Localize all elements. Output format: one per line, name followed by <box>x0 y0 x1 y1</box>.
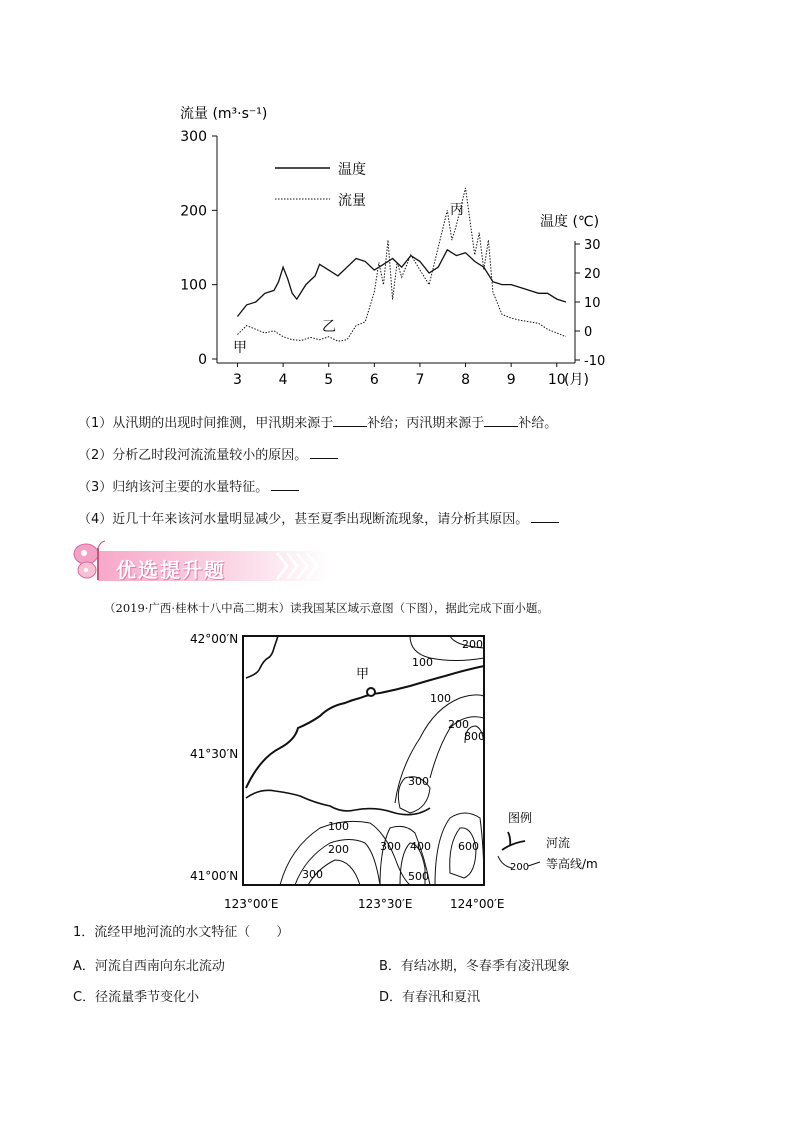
x-tick-label: 6 <box>369 372 379 388</box>
y-tick-label: 200 <box>180 203 207 220</box>
contour-map <box>180 628 620 918</box>
section-title: 优选提升题 <box>116 558 226 582</box>
contour-label-300-s: 300 <box>380 840 401 853</box>
section-banner <box>70 540 330 584</box>
mcq-stem: 1．流经甲地河流的水文特征（ ） <box>73 925 290 940</box>
map-legend-river: 河流 <box>546 836 571 850</box>
x-tick-label: 5 <box>324 372 334 388</box>
x-unit-label: (月) <box>564 372 589 388</box>
question-3-text: （3）归纳该河主要的水量特征。 <box>78 480 269 495</box>
lat-label-41: 41°00′N <box>190 869 239 883</box>
y-tick-label: 100 <box>180 277 207 294</box>
map-legend-title: 图例 <box>508 811 533 825</box>
legend-flow-label: 流量 <box>338 193 366 209</box>
chevron-decoration <box>275 551 330 581</box>
lon-label-123-30: 123°30′E <box>358 897 413 911</box>
contour-label-300-sw: 300 <box>302 868 323 881</box>
y2-tick-label: -10 <box>584 354 606 369</box>
option-a[interactable]: A．河流自西南向东北流动 <box>73 959 225 974</box>
y2-tick-label: 30 <box>584 238 601 253</box>
y2-tick-label: 10 <box>584 296 601 311</box>
x-tick-label: 9 <box>506 372 516 388</box>
legend-contour-value: 200 <box>510 862 530 873</box>
question-1-text-a: （1）从汛期的出现时间推测，甲汛期来源于 <box>78 416 334 431</box>
question-2-text: （2）分析乙时段河流流量较小的原因。 <box>78 448 308 463</box>
option-b[interactable]: B．有结冰期，冬春季有凌汛现象 <box>379 959 570 974</box>
answer-blank-1[interactable] <box>333 414 367 427</box>
x-tick-label: 10 <box>547 372 566 388</box>
intro-text: （2019·广西·桂林十八中高二期末）读我国某区域示意图（下图），据此完成下面小题。 <box>104 601 549 615</box>
legend-temp-label: 温度 <box>338 162 366 178</box>
contour-label-200-m: 200 <box>448 718 469 731</box>
map-legend-contour: 等高线/m <box>546 857 598 871</box>
question-1 <box>78 414 557 433</box>
contour-label-400: 400 <box>410 840 431 853</box>
contour-label-600: 600 <box>458 840 479 853</box>
temperature-series-line <box>238 250 566 317</box>
contour-label-300-m: 300 <box>408 775 429 788</box>
question-1-text-c: 补给。 <box>518 416 558 431</box>
lon-label-123: 123°00′E <box>224 897 279 911</box>
option-c[interactable]: C．径流量季节变化小 <box>73 990 200 1005</box>
place-marker-jia <box>367 688 375 696</box>
contour-label-200-s: 200 <box>328 843 349 856</box>
contour-label-200-n: 200 <box>462 638 483 651</box>
annotation-bing: 丙 <box>450 202 464 218</box>
legend-contour-icon-2 <box>528 862 540 866</box>
contour-label-500: 500 <box>408 870 429 883</box>
x-tick-label: 8 <box>461 372 471 388</box>
river-north <box>246 636 278 678</box>
y-tick-label: 300 <box>180 129 207 145</box>
river-south <box>246 790 430 814</box>
y2-tick-label: 0 <box>584 325 593 340</box>
question-1-text-b: 补给；丙汛期来源于 <box>367 416 485 431</box>
contour-label-100-s: 100 <box>328 820 349 833</box>
runoff-temperature-chart <box>170 96 610 396</box>
annotation-yi: 乙 <box>322 319 336 335</box>
lat-label-41-30: 41°30′N <box>190 747 239 761</box>
option-d[interactable]: D．有春汛和夏汛 <box>379 990 481 1005</box>
legend-river-icon <box>502 832 525 850</box>
lon-label-124: 124°00′E <box>450 897 505 911</box>
y-tick-label: 0 <box>198 352 207 368</box>
place-label-jia: 甲 <box>356 667 370 682</box>
contour-label-100-n: 100 <box>412 656 433 669</box>
answer-blank-5[interactable] <box>531 510 559 523</box>
flow-series-line <box>238 188 566 341</box>
annotation-jia: 甲 <box>233 340 247 356</box>
question-4 <box>78 510 559 529</box>
y2-axis-label: 温度 (℃) <box>540 214 600 230</box>
butterfly-icon <box>70 540 118 584</box>
x-tick-label: 4 <box>278 372 288 388</box>
x-tick-label: 7 <box>415 372 425 388</box>
y-axis-label: 流量 (m³·s⁻¹) <box>180 106 268 122</box>
y2-tick-label: 20 <box>584 267 601 282</box>
answer-blank-3[interactable] <box>310 446 338 459</box>
question-2 <box>78 446 338 465</box>
contour-label-800: 800 <box>464 730 485 743</box>
answer-blank-2[interactable] <box>484 414 518 427</box>
answer-blank-4[interactable] <box>271 478 299 491</box>
lat-label-42: 42°00′N <box>190 632 239 646</box>
x-tick-label: 3 <box>233 372 242 388</box>
question-3 <box>78 478 299 497</box>
contour-label-100-m: 100 <box>430 692 451 705</box>
question-4-text: （4）近几十年来该河水量明显减少，甚至夏季出现断流现象，请分析其原因。 <box>78 512 529 527</box>
